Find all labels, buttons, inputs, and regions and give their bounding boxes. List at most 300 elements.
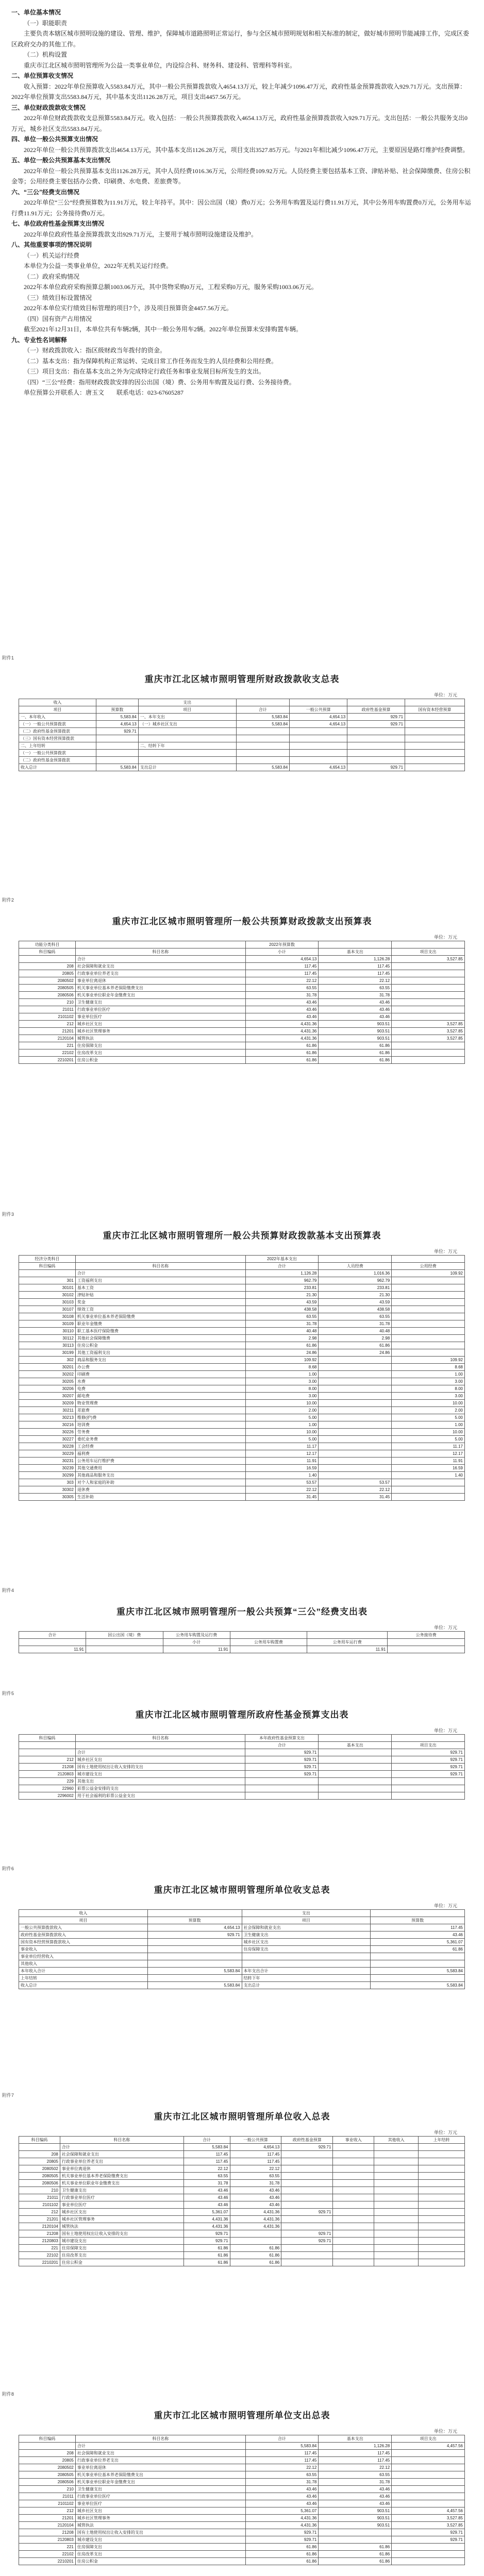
table-cell: 31.78 <box>319 992 392 999</box>
table-cell <box>281 2180 333 2187</box>
table-cell <box>319 1472 392 1479</box>
column-header: 人员经费 <box>319 1263 392 1270</box>
table-row <box>19 2443 465 2450</box>
table-cell: 929.71 <box>245 2536 319 2544</box>
table-row <box>19 742 465 750</box>
table-cell: 117.45 <box>319 2450 392 2457</box>
table-cell: 4,654.13 <box>245 956 319 963</box>
table-cell: 43.46 <box>371 1931 465 1939</box>
column-header <box>392 941 465 948</box>
table-cell <box>405 742 465 750</box>
table-cell: 61.86 <box>319 2558 392 2565</box>
table-cell <box>419 2209 465 2216</box>
table-cell: 2120803 <box>19 2238 60 2245</box>
table-cell <box>392 1284 465 1292</box>
table-cell: 4,431.36 <box>245 1035 319 1042</box>
table-cell: 邮电费 <box>75 1393 245 1400</box>
table-cell: 5,583.84 <box>371 1968 465 1975</box>
unit-label: 单位：万元 <box>434 935 458 940</box>
table-cell: 221 <box>19 2544 76 2551</box>
table-cell: 31.78 <box>319 2479 392 2486</box>
table-cell <box>333 2209 374 2216</box>
table-cell: 2210201 <box>19 2558 76 2565</box>
table-cell <box>419 2230 465 2238</box>
table-cell: 1,126.28 <box>245 1270 319 1277</box>
heading: 三、单位财政拨款收支情况 <box>11 104 86 111</box>
table-cell: 61.86 <box>230 2245 281 2252</box>
table-row <box>19 714 465 721</box>
attachment-label: 附件6 <box>2 1866 14 1871</box>
table-cell <box>419 2165 465 2173</box>
table-cell <box>333 2173 374 2180</box>
table-cell: 30209 <box>19 1400 76 1407</box>
table-cell: 929.71 <box>281 2238 333 2245</box>
column-header: 合计 <box>19 1632 86 1639</box>
table-cell <box>392 977 465 985</box>
table-row <box>19 1472 465 1479</box>
table-cell: 5,583.84 <box>236 714 290 721</box>
table-cell: 城市建设支出 <box>75 2536 245 2544</box>
table-cell: 事业收入 <box>19 1946 148 1953</box>
table-cell: 3.00 <box>392 1378 465 1385</box>
table-cell: 210 <box>19 2187 60 2194</box>
column-header <box>319 1256 392 1263</box>
table-cell: 8.00 <box>245 1385 319 1393</box>
table-cell: 10.00 <box>245 1429 319 1436</box>
column-header: 其他收入 <box>374 2137 419 2144</box>
table-cell: 30108 <box>19 1313 76 1320</box>
table-cell: 1,016.36 <box>319 1270 392 1277</box>
table-cell: 117.45 <box>371 1924 465 1931</box>
table-cell: 22.12 <box>245 977 319 985</box>
column-header: 合计 <box>245 2435 319 2443</box>
table-cell <box>419 2144 465 2151</box>
table-cell: 绩效工资 <box>75 1306 245 1313</box>
table-cell <box>374 2259 419 2266</box>
table-cell: 4,457.56 <box>392 2443 465 2450</box>
table-cell: 城乡社区支出 <box>60 2209 183 2216</box>
table-cell <box>319 1364 392 1371</box>
header-row <box>19 1256 465 1263</box>
column-header: 预算数 <box>371 1917 465 1924</box>
table-cell <box>392 1049 465 1057</box>
table-title: 重庆市江北区城市照明管理所单位支出总表 <box>154 2411 330 2420</box>
table-cell: 903.51 <box>319 2507 392 2515</box>
table-cell: 929.71 <box>392 1749 465 1756</box>
column-header: 项目 <box>242 1917 371 1924</box>
table-cell: 5,361.07 <box>245 2507 319 2515</box>
column-header: 科目名称 <box>75 1263 245 1270</box>
unit-label: 单位：万元 <box>434 1903 458 1908</box>
table-row <box>19 2515 465 2522</box>
table-cell: 117.45 <box>245 970 319 977</box>
table-row <box>19 1021 465 1028</box>
table-cell: 3,527.85 <box>392 1028 465 1035</box>
table-cell: 43.46 <box>245 999 319 1006</box>
table-row <box>19 2493 465 2500</box>
table-row <box>19 1756 465 1764</box>
table-cell: 929.71 <box>392 1756 465 1764</box>
table-row <box>19 2252 465 2259</box>
table-row <box>19 757 465 764</box>
table-cell <box>374 2144 419 2151</box>
table-row <box>19 2558 465 2565</box>
table-cell: 2080506 <box>19 2479 76 2486</box>
heading: 一、单位基本情况 <box>11 9 61 16</box>
table-cell: 30239 <box>19 1465 76 1472</box>
heading: 九、专业性名词解释 <box>11 336 68 344</box>
table-row <box>19 1057 465 1064</box>
table-cell: 收入总计 <box>19 1982 148 1989</box>
table-row <box>19 2245 465 2252</box>
table-cell: 5,361.07 <box>371 1939 465 1946</box>
table-cell: 11.91 <box>307 1646 388 1653</box>
table-cell: 21201 <box>19 2216 60 2223</box>
subheader-row <box>19 1742 465 1749</box>
table-cell: （二）政府性基金预算拨款 <box>19 728 96 735</box>
table-cell <box>147 1953 242 1960</box>
table-cell: 4,431.36 <box>230 2223 281 2230</box>
table-cell: 61.86 <box>319 2551 392 2558</box>
table-cell <box>374 2173 419 2180</box>
table-cell <box>374 2216 419 2223</box>
table-cell <box>290 735 347 742</box>
table-cell: 社会保障和就业支出 <box>75 2450 245 2457</box>
column-header: 政府性基金预算 <box>347 706 405 714</box>
column-header <box>392 1735 465 1742</box>
table-row <box>19 764 465 771</box>
table-cell: 事业单位医疗 <box>75 1013 245 1021</box>
table-cell <box>281 2187 333 2194</box>
heading: 四、单位一般公共预算支出情况 <box>11 135 98 143</box>
table-cell: 30113 <box>19 1342 76 1349</box>
table-cell <box>333 2245 374 2252</box>
table-cell <box>138 735 236 742</box>
table-cell: 1.40 <box>245 1472 319 1479</box>
subheading: （二）政府采购情况 <box>24 273 80 280</box>
table-cell <box>392 1479 465 1486</box>
table-cell <box>319 1400 392 1407</box>
attachment-label: 附件7 <box>2 2093 14 2098</box>
table-cell <box>333 2165 374 2173</box>
column-header: 小计 <box>245 948 319 956</box>
table-cell <box>347 742 405 750</box>
table-row <box>19 2522 465 2529</box>
table-row <box>19 2230 465 2238</box>
table-cell: 929.71 <box>183 2238 230 2245</box>
table-row <box>19 1385 465 1393</box>
table-cell: 5,583.84 <box>96 714 138 721</box>
table-cell <box>392 985 465 992</box>
table-cell: 61.86 <box>245 2551 319 2558</box>
table-cell <box>392 2493 465 2500</box>
table-cell: 229 <box>19 1778 76 1785</box>
table-row <box>19 1946 465 1953</box>
table-cell: 国有资本经营预算拨款收入 <box>19 1939 148 1946</box>
table-cell: 合计 <box>75 1749 245 1756</box>
table-cell: 929.71 <box>281 2230 333 2238</box>
table-row <box>19 728 465 735</box>
table-cell: 4,431.36 <box>183 2216 230 2223</box>
table-cell: 22.12 <box>230 2165 281 2173</box>
table-row <box>19 1792 465 1800</box>
table-cell <box>371 1975 465 1982</box>
column-header: 公务用车运行费 <box>307 1639 388 1646</box>
table-cell: 30229 <box>19 1450 76 1458</box>
table-cell: 233.81 <box>319 1284 392 1292</box>
table-row <box>19 2464 465 2471</box>
table-cell <box>374 2223 419 2230</box>
table-cell: 109.92 <box>392 1270 465 1277</box>
table-cell: 43.46 <box>183 2194 230 2201</box>
budget-table <box>19 1909 465 1989</box>
contact-line: 单位预算公开联系人：唐玉文 联系电话：023-67605287 <box>24 389 183 396</box>
table-cell: 4,431.36 <box>230 2216 281 2223</box>
column-header: 支出 <box>138 699 236 706</box>
paragraph: （一）财政拨款收入：指区级财政当年拨付的资金。 <box>24 347 166 354</box>
table-cell <box>281 2165 333 2173</box>
table-cell: 43.46 <box>230 2187 281 2194</box>
column-header: 一般公共预算 <box>290 706 347 714</box>
table-cell: 住房改革支出 <box>75 1049 245 1057</box>
table-cell: 962.79 <box>245 1277 319 1284</box>
table-cell: 30231 <box>19 1458 76 1465</box>
table-cell: 其他商品和服务支出 <box>75 1472 245 1479</box>
table-title: 重庆市江北区城市照明管理所一般公共预算财政拨款基本支出预算表 <box>103 1231 381 1241</box>
table-cell: 城乡社区管理事务 <box>60 2216 183 2223</box>
table-cell: 支出总计 <box>242 1982 371 1989</box>
table-cell: 12.17 <box>245 1450 319 1458</box>
table-cell: 11.91 <box>19 1646 86 1653</box>
table-cell <box>319 1385 392 1393</box>
table-cell: 10.00 <box>245 1400 319 1407</box>
table-cell: （三）国有资本经营预算拨款 <box>19 735 96 742</box>
table-cell: 生活补助 <box>75 1494 245 1501</box>
table-cell <box>419 2252 465 2259</box>
table-row <box>19 1778 465 1785</box>
table-cell <box>147 1939 242 1946</box>
table-cell <box>392 2551 465 2558</box>
table-cell: 903.51 <box>319 2522 392 2529</box>
table-cell: 11.17 <box>245 1443 319 1450</box>
table-cell: 21011 <box>19 2493 76 2500</box>
table-row <box>19 2450 465 2457</box>
table-cell: 61.86 <box>245 2544 319 2551</box>
table-cell: 4,431.36 <box>245 2515 319 2522</box>
table-cell: 5,583.84 <box>371 1982 465 1989</box>
table-cell: 31.78 <box>230 2180 281 2187</box>
column-header: 公务用车购置及运行费 <box>163 1632 230 1639</box>
column-header <box>405 699 465 706</box>
table-row <box>19 750 465 757</box>
table-cell: 城管执法 <box>60 2223 183 2230</box>
column-header <box>371 1910 465 1917</box>
table-cell: 1.40 <box>392 1472 465 1479</box>
table-cell: 61.86 <box>245 1057 319 1064</box>
paragraph: 重庆市江北区城市照明管理所为公益一类事业单位，内设综合科、财务科、建设科、管理科等科室。 <box>24 61 296 69</box>
table-cell: 43.46 <box>245 1013 319 1021</box>
table-cell: 30226 <box>19 1429 76 1436</box>
table-cell <box>392 2450 465 2457</box>
table-cell: 233.81 <box>245 1284 319 1292</box>
table-cell: 61.86 <box>245 2558 319 2565</box>
table-cell <box>392 2544 465 2551</box>
table-cell: 4,654.13 <box>230 2144 281 2151</box>
column-header: 合计 <box>236 706 290 714</box>
paragraph: 2022年单位财政拨款收支总预算5583.84万元。收入包括：一般公共预算拨款收入4654.13万元，政府性基金预算拨款收入929.71万元。支出包括：一般公共服务支出0万元，城乡社区支出5583.84万元。 <box>11 114 468 132</box>
table-cell: 929.71 <box>245 1764 319 1771</box>
table-cell <box>319 1756 392 1764</box>
table-cell: 30216 <box>19 1421 76 1429</box>
table-cell: 61.86 <box>319 2544 392 2551</box>
table-cell <box>347 728 405 735</box>
table-cell: 30305 <box>19 1494 76 1501</box>
table-cell: 929.71 <box>281 2209 333 2216</box>
column-header: 科目编码 <box>19 948 76 956</box>
table-cell: 住房公积金 <box>75 2558 245 2565</box>
table-cell: 4,431.36 <box>230 2209 281 2216</box>
table-cell <box>19 2144 60 2151</box>
table-cell <box>392 1006 465 1013</box>
table-cell: 1,126.28 <box>319 956 392 963</box>
table-cell: 2120803 <box>19 1771 76 1778</box>
table-cell <box>392 999 465 1006</box>
table-row <box>19 721 465 728</box>
table-cell: 4,431.36 <box>245 2522 319 2529</box>
table-cell <box>319 1414 392 1421</box>
table-cell: 30207 <box>19 1393 76 1400</box>
table-cell: 43.46 <box>319 2500 392 2507</box>
table-cell <box>245 1785 319 1792</box>
table-row <box>19 1450 465 1458</box>
attachment-label: 附件4 <box>2 1588 14 1593</box>
table-row <box>19 1277 465 1284</box>
table-cell: 3.00 <box>245 1378 319 1385</box>
table-cell: 行政事业单位养老支出 <box>60 2158 183 2165</box>
table-cell: 208 <box>19 2151 60 2158</box>
table-cell <box>319 1421 392 1429</box>
table-cell: 住房保障支出 <box>75 1042 245 1049</box>
table-cell: 61.86 <box>230 2259 281 2266</box>
column-header: 科目编码 <box>19 2435 76 2443</box>
table-row <box>19 1458 465 1465</box>
table-cell: 退休费 <box>75 1486 245 1494</box>
table-cell: 30101 <box>19 1284 76 1292</box>
column-header: 项目 <box>138 706 236 714</box>
table-cell: 4,431.36 <box>183 2223 230 2230</box>
table-row <box>19 2194 465 2201</box>
table-cell: 31.45 <box>245 1494 319 1501</box>
intro-section <box>0 0 484 398</box>
table-cell <box>374 2238 419 2245</box>
table-cell: 302 <box>19 1357 76 1364</box>
table-cell: 机关事业单位基本养老保险缴费支出 <box>75 2471 245 2479</box>
table-cell: 2101102 <box>19 2500 76 2507</box>
paragraph: （三）项目支出：指在基本支出之外为完成特定行政任务和事业发展目标所发生的支出。 <box>24 368 265 375</box>
paragraph: 收入预算：2022年单位预算收入5583.84万元，其中一般公共预算拨款收入4654.13万元，较上年减少1096.47万元，政府性基金预算拨款收入929.71万元。支出预算：2022年单位预算支出5583.84万元，其中基本支出1126.28万元，项目支出4457.56万元。 <box>11 82 466 100</box>
table-cell <box>392 2471 465 2479</box>
table-cell: 30302 <box>19 1486 76 1494</box>
table-cell: 办公费 <box>75 1364 245 1371</box>
table-cell: 30199 <box>19 1349 76 1357</box>
table-cell: 公务用车运行维护费 <box>75 1458 245 1465</box>
table-cell <box>281 2158 333 2165</box>
table-row <box>19 1771 465 1778</box>
table-cell <box>405 714 465 721</box>
table-row <box>19 1421 465 1429</box>
table-cell <box>374 2165 419 2173</box>
table-cell <box>405 728 465 735</box>
table-cell: 30202 <box>19 1371 76 1378</box>
table-cell: 城乡社区管理事务 <box>75 2515 245 2522</box>
table-cell: 16.59 <box>245 1465 319 1472</box>
table-cell <box>245 1778 319 1785</box>
table-cell: 21011 <box>19 2194 60 2201</box>
table-cell: 438.58 <box>319 1306 392 1313</box>
table-cell <box>290 742 347 750</box>
table-cell: 城乡社区支出 <box>75 1021 245 1028</box>
column-header: 2022年基本支出 <box>245 1256 319 1263</box>
table-cell: 21201 <box>19 1028 76 1035</box>
table-cell: 国有土地使用权出让收入安排的支出 <box>60 2230 183 2238</box>
subheading: （三）绩效目标设置情况 <box>24 294 92 301</box>
table-cell <box>405 721 465 728</box>
table-cell: 61.86 <box>183 2245 230 2252</box>
column-header: 因公出国（境）费 <box>86 1632 163 1639</box>
table-row <box>19 1479 465 1486</box>
table-cell <box>333 2230 374 2238</box>
paragraph: 2022年单位一般公共预算拨款支出4654.13万元，其中基本支出1126.28万元，项目支出3527.85万元。与2021年相比减少1096.47万元，主要原因是路灯维护经费调整。 <box>24 146 469 154</box>
header-row <box>19 1735 465 1742</box>
table-cell: 117.45 <box>183 2151 230 2158</box>
paragraph: 截至2021年12月31日，本单位共有车辆2辆，其中一般公务用车2辆。2022年单位预算未安排购置车辆。 <box>24 326 303 333</box>
table-cell: 22.12 <box>245 2464 319 2471</box>
table-cell: 物业管理费 <box>75 1400 245 1407</box>
table-cell: 43.59 <box>319 1299 392 1306</box>
table-title: 重庆市江北区城市照明管理所一般公共预算财政拨款支出预算表 <box>112 917 372 926</box>
heading: 二、单位预算收支情况 <box>11 72 74 79</box>
table-cell: 212 <box>19 1756 76 1764</box>
table-cell <box>333 2180 374 2187</box>
table-cell: 政府性基金预算拨款收入 <box>19 1931 148 1939</box>
table-cell: 机关事业单位基本养老保险缴费支出 <box>60 2173 183 2180</box>
table-cell <box>319 1443 392 1450</box>
table-cell <box>147 1946 242 1953</box>
table-cell: 63.55 <box>183 2173 230 2180</box>
table-cell <box>392 2558 465 2565</box>
table-cell: 43.46 <box>245 2500 319 2507</box>
table-cell: 30110 <box>19 1328 76 1335</box>
table-cell: 63.55 <box>319 985 392 992</box>
table-cell: （二）政府性基金预算拨款 <box>19 757 96 764</box>
table-cell: 维修(护)费 <box>75 1414 245 1421</box>
table-row <box>19 2551 465 2558</box>
table-cell: 社会保障和就业支出 <box>242 1924 371 1931</box>
table-cell: 117.45 <box>245 2457 319 2464</box>
table-cell: 委托业务费 <box>75 1436 245 1443</box>
table-cell: 住房改革支出 <box>60 2252 183 2259</box>
table-cell <box>333 2187 374 2194</box>
table-cell: 61.86 <box>319 1057 392 1064</box>
table-cell: 21201 <box>19 2515 76 2522</box>
table-cell <box>392 992 465 999</box>
table-row <box>19 2471 465 2479</box>
table-cell <box>236 735 290 742</box>
table-cell <box>333 2216 374 2223</box>
column-header <box>19 1742 76 1749</box>
table-cell: 事业单位经营收入 <box>19 1953 148 1960</box>
table-cell <box>392 963 465 970</box>
